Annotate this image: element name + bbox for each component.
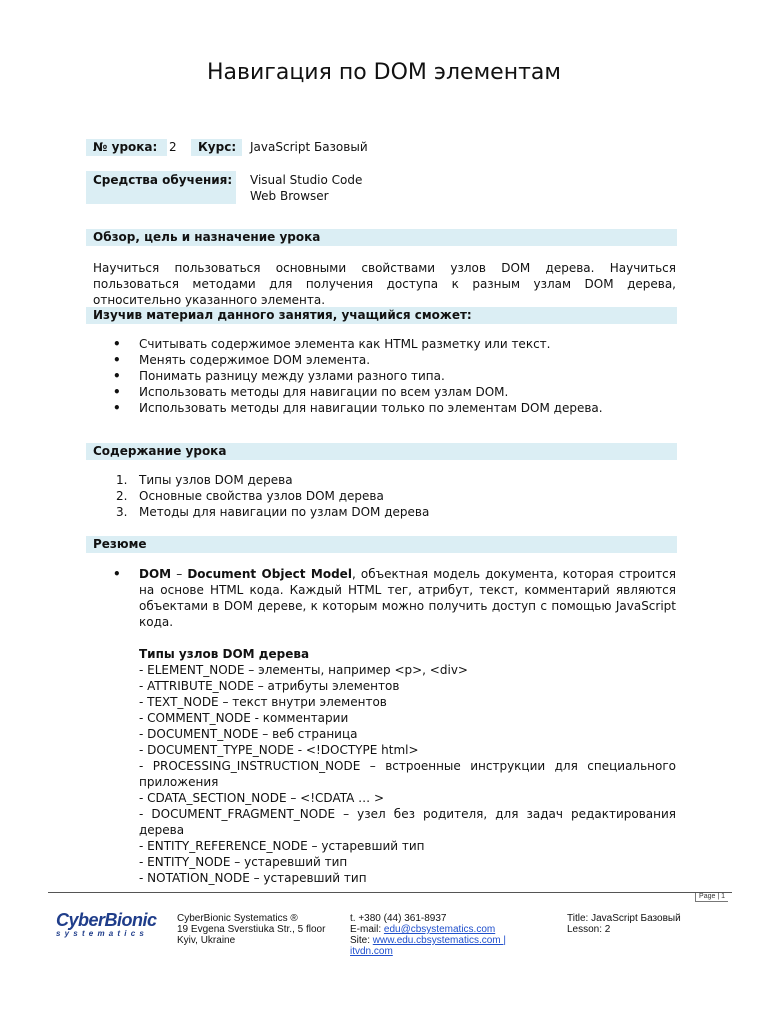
- page-title: Навигация по DOM элементам: [207, 60, 561, 85]
- course-label: Курс:: [191, 139, 242, 156]
- footer-divider: [48, 892, 732, 893]
- footer-course: [567, 913, 681, 935]
- list-item: [93, 488, 676, 504]
- email-label: E-mail:: [350, 924, 384, 935]
- list-item: • Считывать содержимое элемента как HTML разметку или текст.: [93, 336, 676, 352]
- contents-list: [93, 472, 676, 520]
- contents-heading: Содержание урока: [86, 443, 677, 460]
- tools-label: Средства обучения:: [86, 171, 236, 204]
- skills-heading: Изучив материал данного занятия, учащийся сможет:: [86, 307, 677, 324]
- node-type-line: - ENTITY_NODE – устаревший тип: [139, 855, 348, 869]
- node-type-line: - DOCUMENT_NODE – веб страница: [139, 727, 358, 741]
- node-type-line: - PROCESSING_INSTRUCTION_NODE – встроенные инструкции для специального приложения: [139, 759, 676, 789]
- logo-main-text: CyberBionic: [56, 910, 157, 930]
- company-city: Kyiv, Ukraine: [177, 935, 236, 946]
- list-text: Методы для навигации по узлам DOM дерева: [139, 505, 430, 519]
- site-link[interactable]: www.edu.cbsystematics.com |: [372, 935, 506, 946]
- node-type-line: - COMMENT_NODE - комментарии: [139, 711, 349, 725]
- definition-text: , объектная модель документа, которая строится на основе HTML кода. Каждый HTML тег, атрибут, текст, комментарий являются объектами в DOM дереве, к которым можно получить доступ с помощью JavaScript кода.: [139, 567, 676, 629]
- term-dash: –: [171, 567, 188, 581]
- term-full: Document Object Model: [187, 567, 352, 581]
- tools-value-1: Visual Studio Code: [250, 173, 363, 187]
- itvdn-link[interactable]: itvdn.com: [350, 946, 393, 957]
- course-lesson: Lesson: 2: [567, 924, 611, 935]
- overview-text: Научиться пользоваться основными свойствами узлов DOM дерева. Научиться пользоваться методами для получения доступа к разным узлам DOM дерева, относительно указанного элемента.: [93, 261, 676, 307]
- node-type-line: - DOCUMENT_TYPE_NODE - <!DOCTYPE html>: [139, 743, 419, 757]
- list-number: 3.: [116, 505, 128, 519]
- types-heading: Типы узлов DOM дерева: [139, 647, 310, 661]
- phone: t. +380 (44) 361-8937: [350, 913, 447, 924]
- node-type-line: - ATTRIBUTE_NODE – атрибуты элементов: [139, 679, 400, 693]
- resume-heading: Резюме: [86, 536, 677, 553]
- overview-heading: Обзор, цель и назначение урока: [86, 229, 677, 246]
- email-link[interactable]: edu@cbsystematics.com: [383, 924, 496, 935]
- node-type-line: - TEXT_NODE – текст внутри элементов: [139, 695, 387, 709]
- list-item: • Использовать методы для навигации только по элементам DOM дерева.: [93, 400, 676, 416]
- site-label: Site:: [350, 935, 373, 946]
- company-name: CyberBionic Systematics ®: [177, 913, 298, 924]
- list-item: [93, 504, 676, 520]
- term: DOM: [139, 567, 172, 581]
- list-item: • Менять содержимое DOM элемента.: [93, 352, 676, 368]
- course-value: JavaScript Базовый: [250, 140, 368, 154]
- list-number: 2.: [116, 489, 128, 503]
- node-type-line: - NOTATION_NODE – устаревший тип: [139, 871, 367, 885]
- bullet-icon: •: [113, 567, 121, 581]
- lesson-label: № урока:: [86, 139, 167, 156]
- tools-value-2: Web Browser: [250, 189, 329, 203]
- course-title: Title: JavaScript Базовый: [567, 913, 681, 924]
- list-text: Типы узлов DOM дерева: [139, 473, 293, 487]
- resume-body: [139, 566, 676, 886]
- node-type-line: - ENTITY_REFERENCE_NODE – устаревший тип: [139, 839, 425, 853]
- list-text: Основные свойства узлов DOM дерева: [139, 489, 384, 503]
- node-type-line: - ELEMENT_NODE – элементы, например <p>, <div>: [139, 663, 468, 677]
- resume-definition: [139, 566, 676, 630]
- list-item: [93, 472, 676, 488]
- lesson-value: 2: [169, 140, 177, 154]
- skills-list: [93, 336, 676, 416]
- node-type-line: - CDATA_SECTION_NODE – <!CDATA … >: [139, 791, 385, 805]
- list-item: • Использовать методы для навигации по всем узлам DOM.: [93, 384, 676, 400]
- node-type-line: - DOCUMENT_FRAGMENT_NODE – узел без родителя, для задач редактирования дерева: [139, 807, 676, 837]
- logo-sub-text: systematics: [56, 929, 149, 938]
- resume-section: [93, 566, 676, 886]
- cyberbionic-logo: [56, 910, 166, 938]
- page-number: Page | 1: [695, 893, 728, 902]
- footer-contacts: [350, 913, 525, 957]
- footer-company: [177, 913, 325, 946]
- list-item: • Понимать разницу между узлами разного типа.: [93, 368, 676, 384]
- list-number: 1.: [116, 473, 128, 487]
- company-address: 19 Evgena Sverstiuka Str., 5 floor: [177, 924, 326, 935]
